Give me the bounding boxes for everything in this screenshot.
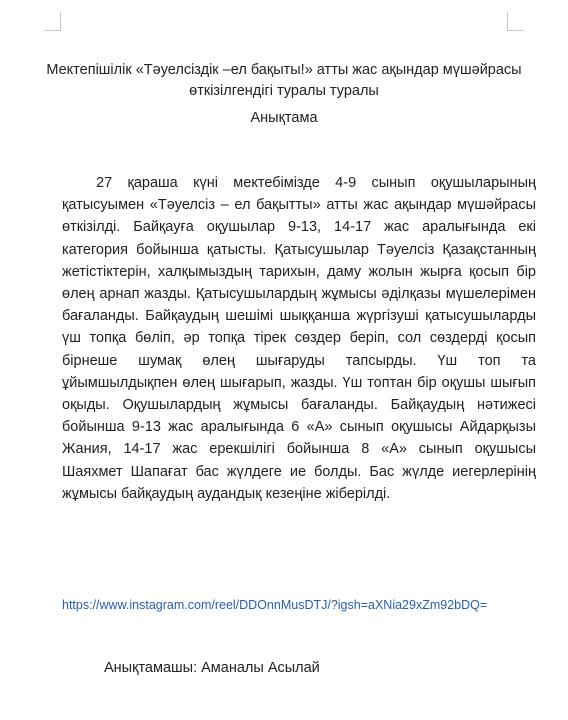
document-subtitle: Анықтама [250, 110, 318, 126]
document-title: Мектепішілік «Тәуелсіздік –ел бақыты!» атты жас ақындар мүшәйрасы өткізілгендігі туралы туралы [46, 62, 522, 99]
crop-mark-top-left [44, 12, 61, 31]
signature-line: Анықтамашы: Аманалы Асылай [104, 660, 320, 676]
document-body: 27 қараша күні мектебімізде 4-9 сынып оқушыларының қатысуымен «Тәуелсіз – ел бақытты» атты жас ақындар мүшәйрасы өткізілді. Байқауға оқушылар 9-13, 14-17 жас аралығында екі категория бойынша қатысты. Қатысушылар Тәуелсіз Қазақстанның жетістіктерін, халқымыздың тарихын, даму жолын жырға қосып бір өлең арнап жазды. Қатысушылардың жұмысы әділқазы мүшелерімен бағаланды. Байқаудың шешімі шыққанша жүргізуші қатысушыларды үш топқа бөліп, әр топқа тірек сөздер беріп, сол сөздерді қосып бірнеше шумақ өлең шығаруды тапсырды. Үш топ та ұйымшылдықпен өлең шығарып, жазды. Үш топтан бір оқушы шығып оқыды. Оқушылардың жұмысы бағаланды. Байқаудың нәтижесі бойынша 9-13 жас аралығында 6 «А» сынып оқушысы Айдарқызы Жания, 14-17 жас ерекшілігі бойынша 8 «А» сынып оқушысы Шаяхмет Шапағат бас жүлдеге ие болды. Бас жүлде иегерлерінің жұмысы байқаудың аудандық кезеңіне жіберілді. [62, 175, 536, 502]
crop-mark-top-right [507, 12, 524, 31]
instagram-link[interactable]: https://www.instagram.com/reel/DDOnnMusDTJ/?igsh=aXNia29xZm92bDQ= [62, 598, 488, 612]
